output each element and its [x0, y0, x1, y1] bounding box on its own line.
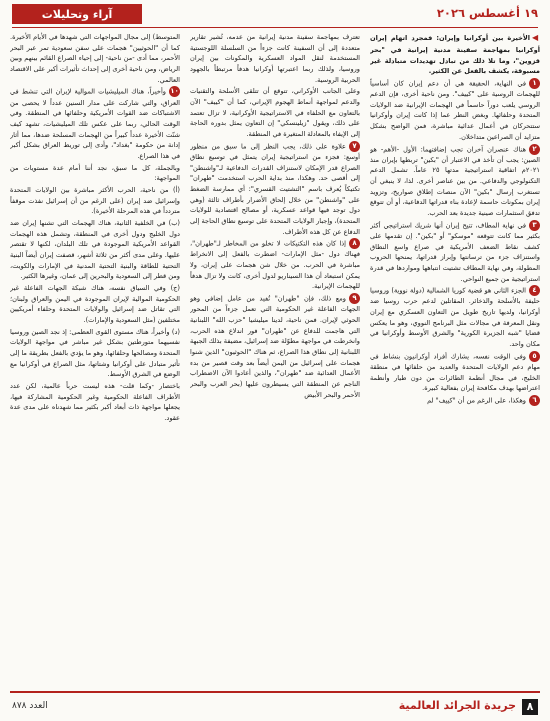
- article-paragraph: [370, 395, 540, 406]
- paragraph-text: الأخيرة بين أوكرانيا وإيران: فمجرد اتهام إيران أوكرانيا بمهاجمة سفينة مدنية إيرانية في "بحر قزوين"، وما تلا ذلك من تبادل تهديدات متبادلة غير مسبوقة، يكشف بالفعل عن الكثير.: [370, 34, 540, 76]
- paragraph-number-badge: ٧: [349, 141, 360, 152]
- paragraph-text: إذا كان هذه التكتيكات لا تخلو من المخاطر لـ"طهران"، فهناك دول -مثل الإمارات- اضطرت بالفعل إلى الانخراط مباشرة في الحرب. من خلال شن هجمات على إيران، ولا يمكن استبعاد أن هذا السيناريو لدول أخرى، كانت ولا تزال هدفاً للهجمات الإيرانية.: [190, 239, 360, 291]
- page-number: ٨: [522, 699, 538, 715]
- arrow-left-icon: ◀: [532, 33, 540, 42]
- article-paragraph: [370, 32, 540, 77]
- article-paragraph: [10, 283, 180, 326]
- paragraph-number-badge: ١: [529, 78, 540, 89]
- paragraph-text: الجزء الثاني هو قضية كوريا الشمالية (دولة نووية) وروسيا حليفة بالأسلحة والذخائر. المقاتلين لدعم حرب روسيا ضد أوكرانيا، ولديها تاريخ طويل من التعاون العسكري مع إيران ونقل المعرفة في مجالات مثل البرنامج النووي، وهو ما يعكس قضايا "شبه الجزيرة الكورية" والشرق الأوسط وأوكرانيا في مكان واحد.: [370, 286, 540, 349]
- article-paragraph: [370, 144, 540, 219]
- paragraph-number-badge: ٥: [529, 351, 540, 362]
- paragraph-text: (د) وأخيراً، هناك مستوى القوى العظمى: إذ نجد الصين وروسيا نفسيهما متورطتين بشكل غير مباشر في مواجهة الولايات المتحدة ومصالحها وحلفائها، وهو ما يؤدي بالفعل بطريقة ما إلى تأثير متبادل على أوكرانيا وشتاتها، مثل الصراع في أوكرانيا مع الوضع في الشرق الأوسط.: [10, 327, 180, 379]
- paragraph-text: وهكذا، على الرغم من أن "كييف" لم: [427, 396, 526, 405]
- paragraph-text: المتوسط) إلى مجال المواجهات التي شهدها في الأيام الأخيرة. كما أن "الحوثيين" هجمات على سفن سعودية تمر عبر البحر الأحمر، مما أدى -من ناحية- إلى إحياء الصراع القائم بينهم وبين الرياض، ومن ناحية أخرى إلى إحداث تأثيرات أكبر على الاقتصاد العالمي.: [10, 33, 180, 84]
- paragraph-number-badge: ١٠: [170, 87, 179, 96]
- article-paragraph: [10, 163, 180, 184]
- paragraph-text: علاوة على ذلك، يجب النظر إلى ما سبق من منظور أوسع: فجزء من استراتيجية إيران يتمثل في توسيع نطاق الصراع قدر الإمكان لاستنزاف القدرات الدفاعية لـ"واشنطن" إلى أقصى حد. وهكذا، منذ بداية الحرب استخدمت "طهران" تكتيكاً يُعرف باسم "التشتيت القسري": أي ممارسة الضغط على "واشنطن" من خلال إلحاق الأضرار بأطراف ثالثة (وهي دول توجد فيها قواعد عسكرية، أو مصالح اقتصادية للولايات المتحدة)، وإجبار الولايات المتحدة على توسيع نطاق الحاجة إلى الدفاع عن كل هذه الأطراف.: [190, 142, 360, 236]
- footer-divider: [10, 691, 540, 693]
- column-left: [10, 32, 180, 686]
- publication-name: جريدة الجرائد العالمية: [398, 699, 516, 712]
- paragraph-text: وبالجملة، كل ما سبق، نجد أننا أمام عدة مستويات من المواجهة:: [10, 163, 180, 183]
- paragraph-text: وفي الوقت نفسه، يشارك أفراد أوكرانيون بنشاط في مهام دعم الولايات المتحدة والعديد من حلفائها في منطقة الخليج، في مجال أنظمة الطائرات من دون طيار وأنظمة اعتراضها بهدف مكافحة إيران بفعالية كبيرة.: [370, 352, 540, 393]
- article-paragraph: [370, 285, 540, 350]
- article-paragraph: [190, 141, 360, 238]
- paragraph-text: باختصار -وكما قلت- هذه ليست حرباً عالمية، لكن عدد الأطراف الفاعلة الحكومية وغير الحكومية المشاركة فيها، يجعلها مواجهة ذات أبعاد أكبر بكثير مما شهدناه على مدى عدة عقود.: [10, 382, 180, 423]
- article-paragraph: [10, 381, 180, 424]
- article-paragraph: [10, 218, 180, 282]
- article-paragraph: [10, 32, 180, 85]
- paragraph-text: في النهاية، الحقيقة هي أن دعم إيران كان أساسياً للهجمات الروسية على "كييف". ومن ناحية أخرى، فإن الدعم الروسي يلعب دوراً حاسماً في الهجمات الإيرانية ضد الولايات المتحدة وحلفائها. وبغض النظر عما إذا كانت إيران وأوكرانيا ستتحركان في أعمال عدائية مباشرة، فمن الواضح بشكل متزايد أن الصراعين متداخلان.: [370, 79, 540, 141]
- paragraph-text: في نهاية المطاف، تتيح إيران أنها شريك استراتيجي أكثر بكثير مما كانت تتوقعه "موسكو" أو "بكين". إن تقدمها على كشف نقاط الضعف الأمريكية في صراع واسع النطاق واستنزاف جزء من ترسانتها وإبراز قدراتها، يمنحها الحروب المطولة، وفي نهاية المطاف تشتيت انتباهها ومواردها في قدرة استراتيجية من جميع النواحي.: [370, 221, 540, 283]
- article-paragraph: [190, 86, 360, 139]
- paragraph-number-badge: ٤: [529, 285, 540, 296]
- issue-number: العدد ٨٧٨: [12, 701, 48, 711]
- paragraph-number-badge: ٨: [349, 238, 360, 249]
- paragraph-text: (ج) وفي السياق نفسه، هناك شبكة الجهات الفاعلة غير الحكومية الموالية لإيران الموجودة في اليمن والعراق ولبنان؛ التي تقاتل ضد إسرائيل والولايات المتحدة وحلفاء أمريكيين مختلفين (مثل السعودية والإمارات).: [10, 283, 180, 324]
- article-paragraph: [10, 327, 180, 380]
- section-label: آراء وتحليلات: [12, 4, 142, 24]
- paragraph-text: وعلى الجانب الأوكراني، تتوقع أن تتلقى الأسلحة والتقنيات والدعم لمواجهة أنماط الهجوم الإيراني، كما أن "كييف" الآن بالتعاون مع الحلفاء في الاستراتيجية الأوكرانية، لا تزال تعتمد على ذلك، ويقول "زيلينسكي" إن التعاون يمثل بدوره الحاجة إلى الإيفاء بالمعادلة المتغيرة في المنطقة.: [190, 87, 360, 139]
- paragraph-number-badge: ٩: [349, 293, 360, 304]
- paragraph-text: (أ) من ناحية، الحرب الأكثر مباشرة بين الولايات المتحدة وإسرائيل ضد إيران (على الرغم من أن إسرائيل نفذت موقفاً متردداً في هذه المرحلة الأخيرة).: [10, 185, 180, 216]
- article-columns: [10, 32, 540, 686]
- paragraph-text: تعترف بمهاجمة سفينة مدنية إيرانية من عدمه، تُشير تقارير متعددة إلى أن السفينة كانت جزءاً من السلسلة اللوجستية المستخدمة لنقل المواد العسكرية والمكونات بين إيران وروسيا، ولذلك ربما اعتبرتها أوكرانيا هدفاً مرتبطاً بالجهود الحربية الروسية.: [190, 33, 360, 84]
- paragraph-text: ومع ذلك، فإن "طهران" تُفيد من عامل إضافي وهو الجهات الفاعلة غير الحكومية التي تعمل جزءاً من المحور الحوثي لإيران. فمن ناحية، لدينا ميليشيا "حزب الله" اللبنانية التي هاجمت للدفاع عن "طهران" فور اندلاع هذه الحرب، وانخرطت في مواجهة مطوّلة ضد إسرائيل، مضيفة بذلك الجبهة اللبنانية إلى نطاق هذا الصراع، ثم هناك "الحوثيون" الذين شنوا هجمات على إسرائيل من اليمن أيضاً بعد وقت قصير من بدء الأعمال العدائية ضد "طهران"، والذين أعادوا الآن الاضطراب الناجم عن المنطقة التي يسيطرون عليها (بحر العرب والبحر الأحمر والبحر الأبيض: [190, 294, 360, 399]
- article-paragraph: [190, 293, 360, 400]
- paragraph-number-badge: ٦: [529, 395, 540, 406]
- column-middle: [190, 32, 360, 686]
- paragraph-text: وأخيراً، هناك الميليشيات الموالية لإيران التي تنشط في العراق، والتي شاركت على مدار السنين عدداً لا يحصى من الاشتباكات ضد القوات الأمريكية وحلفائها في المنطقة. وفي الوقت الحالي، ربما على عكس تلك الميليشيات، تشهد كيف شنّت الأخيرة عدداً كبيراً من الهجمات المسلحة ضدها، مما أثار إدانة من حكومة "بغداد"، وأدى إلى توريط العراق بشكل أكبر في هذا الصراع.: [10, 87, 180, 160]
- paragraph-text: (ب) في الخلفية الثانية، هناك الهجمات التي تشنها إيران ضد دول الخليج ودول أخرى في المنطقة، وتشمل هذه الهجمات القواعد الأمريكية الموجودة في تلك البلدان، لكنها لا تقتصر عليها. وعلى مدى أكثر من ثلاثة أشهر، قصفت إيران أيضاً البنية التحتية للطاقة والبنية التحتية المدنية في الإمارات والكويت، ومن قطر إلى السعودية والبحرين إلى عمان، وغيرها الكثير.: [10, 218, 180, 281]
- page-footer: [0, 691, 550, 721]
- article-paragraph: [190, 32, 360, 85]
- header-divider: [12, 27, 538, 28]
- paragraph-number-badge: ٣: [529, 220, 540, 231]
- paragraph-text: هناك عنصران آخران تجب إضافتهما: الأول -الأهم- هو الصين: يجب أن تأخذ في الاعتبار أن "بكين" تربطها بإيران منذ ٢٠٢١م اتفاقية استراتيجية مدتها ٢٥ عاماً. تشمل الدعم التكنولوجي والدفاعي. من بين عناصر أخرى. لذا، لا ينبغي أن تستغرب إرسال "بكين" الآن منصات إطلاق صواريخ، وتزويد إيران بمكونات حاسمة لإعادة بناء قدراتها الدفاعية، أو أن تتوقع تدفق استثمارات صينية جديدة بعد الحرب.: [370, 145, 540, 218]
- article-paragraph: [10, 185, 180, 217]
- page-header: [0, 0, 550, 28]
- paragraph-number-badge: ٢: [529, 144, 540, 155]
- column-right: [370, 32, 540, 686]
- article-paragraph: [10, 86, 180, 161]
- article-paragraph: [370, 78, 540, 143]
- article-paragraph: [370, 220, 540, 285]
- article-paragraph: [190, 238, 360, 292]
- article-paragraph: [370, 351, 540, 394]
- issue-date: ١٩ أغسطس ٢٠٢٦: [436, 6, 538, 20]
